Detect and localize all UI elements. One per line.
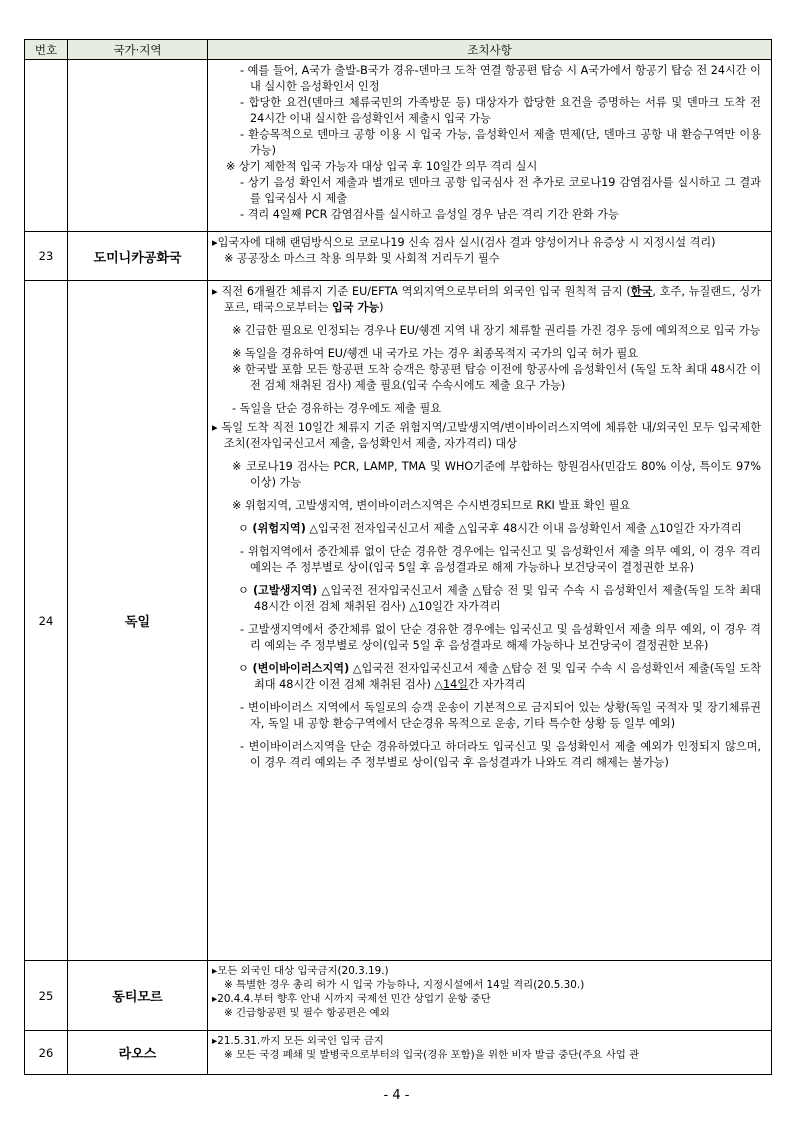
row-country: 도미니카공화국	[68, 232, 208, 281]
measure-item: ▸입국자에 대해 랜덤방식으로 코로나19 신속 검사 실시(검사 결과 양성이거나 유증상 시 지정시설 격리)	[212, 236, 716, 249]
highlight-entry-allowed: 입국 가능	[331, 301, 380, 314]
row-country: 라오스	[68, 1031, 208, 1075]
row-number: 25	[25, 961, 68, 1031]
header-measures: 조치사항	[208, 40, 772, 60]
measures-table	[24, 39, 772, 1075]
row-number: 26	[25, 1031, 68, 1075]
measure-item: - 고발생지역에서 중간체류 없이 단순 경유한 경우에는 입국신고 및 음성확인서 제출 의무 예외, 이 경우 격리 예외는 주 정부별로 상이(입국 5일 후 음성결과로 해제 가능하나 보건당국이 결정권한 보유)	[240, 623, 761, 652]
measure-item: - 예를 들어, A국가 출발-B국가 경유-덴마크 도착 연결 항공편 탑승 시 A국가에서 항공기 탑승 전 24시간 이내 실시한 음성확인서 인정	[240, 64, 761, 93]
highlight-korea: 한국	[630, 285, 653, 298]
measure-item	[212, 661, 761, 693]
measure-note: ※ 코로나19 검사는 PCR, LAMP, TMA 및 WHO기준에 부합하는 항원검사(민감도 80% 이상, 특이도 97% 이상) 가능	[232, 460, 761, 489]
header-country: 국가·지역	[68, 40, 208, 60]
measure-text: △입국전 전자입국신고서 제출 △입국후 48시간 이내 음성확인서 제출 △10일간 자가격리	[305, 522, 742, 535]
measure-text: )	[379, 301, 384, 314]
table-row	[25, 281, 772, 961]
measure-item: - 합당한 요건(덴마크 체류국민의 가족방문 등) 대상자가 합당한 요건을 증명하는 서류 및 덴마크 도착 전 24시간 이내 실시한 음성확인서 제출시 입국 가능	[240, 96, 761, 125]
table-row	[25, 1031, 772, 1075]
measure-item: ▸ 독일 도착 직전 10일간 체류지 기준 위험지역/고발생지역/변이바이러스지역에 체류한 내/외국인 모두 입국제한 조치(전자입국신고서 제출, 음성확인서 제출, 자가격리) 대상	[212, 421, 761, 450]
measure-note: ※ 위험지역, 고발생지역, 변이바이러스지역은 수시변경되므로 RKI 발표 확인 필요	[232, 499, 631, 512]
measure-item	[212, 521, 761, 537]
measure-note: ※ 한국발 포함 모든 항공편 도착 승객은 항공편 탑승 이전에 항공사에 음성확인서 (독일 도착 최대 48시간 이전 검체 채취된 검사) 제출 필요(입국 수속시에도 제출 요구 가능)	[232, 363, 761, 392]
measure-item: - 상기 음성 확인서 제출과 별개로 덴마크 공항 입국심사 전 추가로 코로나19 감염검사를 실시하고 그 결과를 입국심사 시 제출	[240, 176, 761, 205]
measure-note: ※ 긴급한 필요로 인정되는 경우나 EU/쉥겐 지역 내 장기 체류할 권리를 가진 경우 등에 예외적으로 입국 가능	[232, 324, 761, 337]
measure-item: - 위험지역에서 중간체류 없이 단순 경유한 경우에는 입국신고 및 음성확인서 제출 의무 예외, 이 경우 격리 예외는 주 정부별로 상이(입국 5일 후 음성결과로 해제 가능하나 보건당국이 결정권한 보유)	[240, 545, 761, 574]
row-country: 독일	[68, 281, 208, 961]
measure-note: ※ 공공장소 마스크 착용 의무화 및 사회적 거리두기 필수	[224, 252, 500, 265]
row-measures	[208, 961, 772, 1031]
highlight-14-days: 14일	[443, 678, 469, 691]
zone-label-high-incidence: (고발생지역)	[252, 584, 318, 597]
page-number: - 4 -	[383, 1088, 410, 1103]
zone-label-risk: (위험지역)	[252, 522, 306, 535]
measure-note: ※ 특별한 경우 총리 허가 시 입국 가능하나, 지정시설에서 14일 격리(20.5.30.)	[224, 979, 585, 991]
table-row	[25, 60, 772, 232]
row-measures	[208, 232, 772, 281]
row-number	[25, 60, 68, 232]
measure-item: - 독일을 단순 경유하는 경우에도 제출 필요	[232, 402, 442, 415]
measure-note: ※ 모든 국경 폐쇄 및 발병국으로부터의 입국(경유 포함)을 위한 비자 발급 중단(주요 사업 관	[224, 1049, 640, 1061]
measure-item: ▸모든 외국인 대상 입국금지(20.3.19.)	[212, 965, 389, 977]
measure-item: - 변이바이러스 지역에서 독일로의 승객 운송이 기본적으로 금지되어 있는 상황(독일 국적자 및 장기체류권자, 독일 내 공항 환승구역에서 단순경유 목적으로 운송, 기타 특수한 상황 등 일부 예외)	[240, 701, 761, 730]
table-row	[25, 232, 772, 281]
table-row	[25, 961, 772, 1031]
circle-bullet: ㅇ	[238, 584, 253, 597]
circle-bullet: ㅇ	[238, 522, 253, 535]
circle-bullet: ㅇ	[238, 662, 253, 675]
measure-text: (	[626, 285, 631, 298]
zone-label-variant: (변이바이러스지역)	[252, 662, 350, 675]
measure-text: △입국전 전자입국신고서 제출 △탑승 전 및 입국 수속 시 음성확인서 제출(독일 도착 최대 48시간 이전 검체 채취된 검사) △10일간 자가격리	[254, 584, 761, 613]
measure-text: 간 자가격리	[468, 678, 526, 691]
measure-note: ※ 독일을 경유하여 EU/쉥겐 내 국가로 가는 경우 최종목적지 국가의 입국 허가 필요	[232, 347, 639, 360]
row-measures	[208, 60, 772, 232]
measure-note: ※ 상기 제한적 입국 가능자 대상 입국 후 10일간 의무 격리 실시	[226, 160, 538, 173]
row-country	[68, 60, 208, 232]
measure-item: - 환승목적으로 덴마크 공항 이용 시 입국 가능, 음성확인서 제출 면제(단, 덴마크 공항 내 환승구역만 이용가능)	[240, 128, 761, 157]
header-no: 번호	[25, 40, 68, 60]
measure-item	[212, 583, 761, 615]
row-measures	[208, 1031, 772, 1075]
measure-item: ▸20.4.4.부터 향후 안내 시까지 국제선 민간 상업기 운항 중단	[212, 993, 491, 1005]
table-header-row	[25, 40, 772, 60]
row-measures	[208, 281, 772, 961]
measure-item: - 변이바이러스지역을 단순 경유하였다고 하더라도 입국신고 및 음성확인서 제출 예외가 인정되지 않으며, 이 경우 격리 예외는 주 정부별로 상이(입국 후 음성결과가 나와도 격리 해제는 불가능)	[240, 740, 761, 769]
row-number: 24	[25, 281, 68, 961]
row-number: 23	[25, 232, 68, 281]
measure-note: ※ 긴급항공편 및 필수 항공편은 예외	[224, 1007, 390, 1019]
measure-text: △입국전 전자입국신고서 제출 △탑승 전 및 입국 수속 시 음성확인서 제출(독일 도착 최대 48시간 이전 검체 채취된 검사) △	[254, 662, 761, 691]
measure-text: ▸ 직전 6개월간 체류지 기준 EU/EFTA 역외지역으로부터의 외국인 입국 원칙적 금지	[212, 285, 623, 298]
measure-item: - 격리 4일째 PCR 감염검사를 실시하고 음성일 경우 남은 격리 기간 완화 가능	[240, 208, 619, 221]
measure-item	[212, 284, 761, 316]
row-country: 동티모르	[68, 961, 208, 1031]
measure-text: , 호주, 뉴질랜드, 싱가포르, 태국으로부터는	[224, 285, 761, 314]
measure-item: ▸21.5.31.까지 모든 외국인 입국 금지	[212, 1035, 384, 1047]
